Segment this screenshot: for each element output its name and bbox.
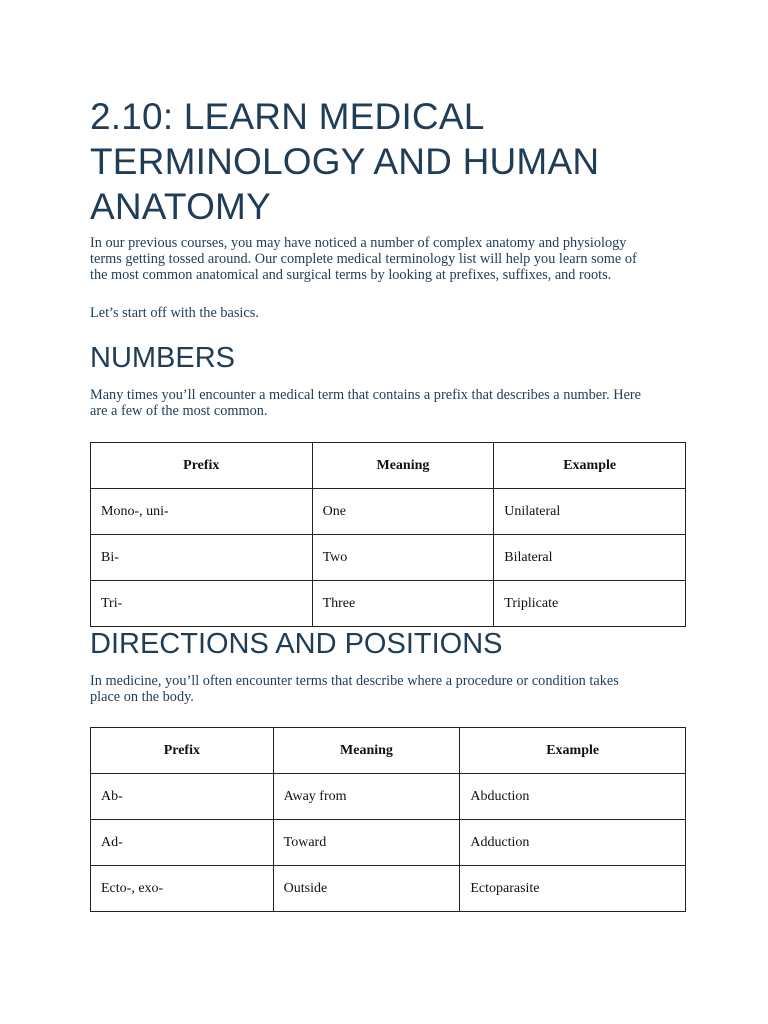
cell-example: Abduction xyxy=(460,774,686,820)
cell-example: Unilateral xyxy=(494,489,686,535)
description-line: In medicine, you’ll often encounter terms that describe where a procedure or condition takes xyxy=(90,673,619,689)
table-row xyxy=(91,774,686,820)
cell-prefix: Ab- xyxy=(91,774,274,820)
directions-heading: DIRECTIONS AND POSITIONS xyxy=(90,628,503,660)
table-header-row xyxy=(91,728,686,774)
numbers-table xyxy=(90,442,686,627)
intro-line: In our previous courses, you may have noticed a number of complex anatomy and physiology xyxy=(90,235,627,251)
cell-prefix: Ecto-, exo- xyxy=(91,866,274,912)
cell-meaning: One xyxy=(312,489,494,535)
column-header-example: Example xyxy=(494,443,686,489)
cell-meaning: Outside xyxy=(273,866,460,912)
cell-prefix: Mono-, uni- xyxy=(91,489,313,535)
cell-meaning: Two xyxy=(312,535,494,581)
cell-example: Ectoparasite xyxy=(460,866,686,912)
cell-prefix: Ad- xyxy=(91,820,274,866)
page-title xyxy=(90,94,690,229)
basics-line: Let’s start off with the basics. xyxy=(90,305,259,321)
column-header-example: Example xyxy=(460,728,686,774)
column-header-meaning: Meaning xyxy=(273,728,460,774)
cell-meaning: Toward xyxy=(273,820,460,866)
cell-meaning: Three xyxy=(312,581,494,627)
cell-prefix: Tri- xyxy=(91,581,313,627)
title-line: ANATOMY xyxy=(90,186,271,227)
directions-description xyxy=(90,673,680,705)
cell-prefix: Bi- xyxy=(91,535,313,581)
numbers-heading: NUMBERS xyxy=(90,342,236,374)
column-header-prefix: Prefix xyxy=(91,443,313,489)
basics-paragraph xyxy=(90,305,680,321)
intro-line: terms getting tossed around. Our complete medical terminology list will help you learn some of xyxy=(90,251,637,267)
column-header-prefix: Prefix xyxy=(91,728,274,774)
title-line: TERMINOLOGY AND HUMAN xyxy=(90,141,600,182)
directions-table xyxy=(90,727,686,912)
description-line: place on the body. xyxy=(90,689,194,705)
column-header-meaning: Meaning xyxy=(312,443,494,489)
intro-line: the most common anatomical and surgical terms by looking at prefixes, suffixes, and roots. xyxy=(90,267,612,283)
description-line: Many times you’ll encounter a medical term that contains a prefix that describes a number. Here xyxy=(90,387,642,403)
cell-example: Triplicate xyxy=(494,581,686,627)
table-row xyxy=(91,866,686,912)
cell-example: Bilateral xyxy=(494,535,686,581)
title-line: 2.10: LEARN MEDICAL xyxy=(90,96,485,137)
table-row xyxy=(91,820,686,866)
cell-meaning: Away from xyxy=(273,774,460,820)
intro-paragraph xyxy=(90,235,680,283)
table-header-row xyxy=(91,443,686,489)
table-row xyxy=(91,581,686,627)
description-line: are a few of the most common. xyxy=(90,403,268,419)
table-row xyxy=(91,535,686,581)
numbers-description xyxy=(90,387,680,419)
table-row xyxy=(91,489,686,535)
cell-example: Adduction xyxy=(460,820,686,866)
